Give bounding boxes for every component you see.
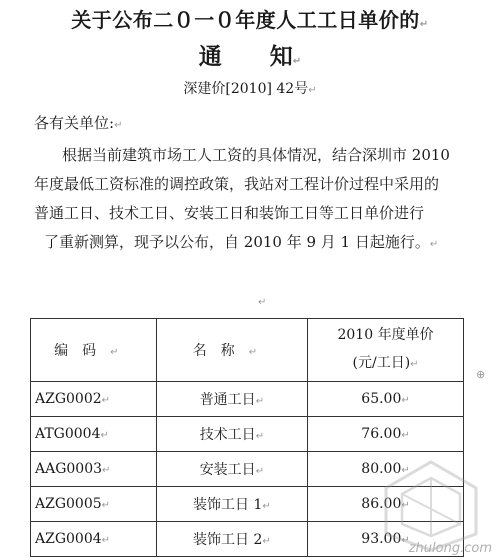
paragraph-mark: ↵ — [401, 465, 410, 476]
paragraph-mark: ↵ — [262, 501, 271, 512]
paragraph-mark: ↵ — [102, 465, 111, 476]
paragraph-line-text: 了重新测算，现予以公布，自 2010 年 9 月 1 日起施行。 — [44, 233, 430, 251]
table-row — [31, 417, 464, 452]
anchor-icon: ⊕ — [476, 368, 486, 381]
cell-code — [31, 452, 157, 487]
paragraph-mark: ↵ — [110, 347, 133, 358]
header-price-line2 — [312, 349, 459, 379]
cell-name-text: 普通工日 — [199, 392, 256, 408]
paragraph-mark: ↵ — [308, 85, 317, 96]
notice-body-paragraph — [34, 141, 486, 259]
paragraph-line — [34, 170, 486, 199]
cell-name-text: 装饰工日 1 — [193, 497, 263, 513]
paragraph-mark: ↵ — [255, 466, 265, 477]
paragraph-line — [34, 141, 486, 170]
table-header-row — [31, 319, 464, 382]
header-name — [156, 319, 307, 382]
notice-title-line1 — [0, 4, 500, 33]
paragraph-mark: ↵ — [255, 396, 265, 407]
cell-price-text: 80.00 — [361, 461, 402, 477]
paragraph-mark: ↵ — [114, 120, 123, 131]
cell-code — [31, 522, 157, 557]
paragraph-mark: ↵ — [101, 535, 111, 546]
paragraph-mark: ↵ — [401, 500, 410, 511]
paragraph-mark: ↵ — [401, 430, 410, 441]
paragraph-line-text: 根据当前建筑市场工人工资的具体情况，结合深圳市 2010 — [62, 146, 450, 164]
paragraph-mark: ↵ — [101, 500, 111, 511]
cell-price-text: 76.00 — [361, 426, 402, 442]
paragraph-mark: ↵ — [255, 431, 265, 442]
header-price-line1: 2010 年度单价 — [337, 327, 434, 343]
cell-price-text: 65.00 — [361, 391, 402, 407]
paragraph-mark: ↵ — [248, 347, 272, 358]
cell-code-text: ATG0004 — [35, 426, 101, 442]
cell-code-text: AZG0005 — [35, 496, 102, 512]
cell-price-text: 93.00 — [361, 531, 402, 547]
paragraph-mark: ↵ — [401, 395, 410, 406]
paragraph-line-text: 普通工日、技术工日、安装工日和装饰工日等工日单价进行 — [34, 204, 425, 222]
cell-code — [31, 382, 157, 417]
cell-code-text: AZG0002 — [35, 391, 102, 407]
paragraph-mark: ↵ — [262, 536, 271, 547]
header-name-text: 名称 — [192, 343, 249, 359]
notice-title-line2 — [0, 38, 500, 71]
header-code-text: 编码 — [54, 343, 111, 359]
cell-code-text: AZG0004 — [35, 531, 102, 547]
cell-name-text: 装饰工日 2 — [193, 532, 263, 548]
paragraph-mark: ↵ — [292, 56, 302, 67]
cell-name — [156, 522, 307, 557]
paragraph-mark: ↵ — [101, 395, 111, 406]
paragraph-mark: ↵ — [258, 297, 267, 308]
cell-name — [156, 417, 307, 452]
paragraph-mark: ↵ — [429, 239, 439, 250]
paragraph-line-text: 年度最低工资标准的调控政策，我站对工程计价过程中采用的 — [34, 175, 440, 193]
addressee — [34, 112, 122, 133]
empty-paragraph — [258, 290, 266, 309]
cell-price-text: 86.00 — [361, 496, 402, 512]
paragraph-mark: ↵ — [410, 359, 419, 370]
zhulong-logo-icon — [376, 454, 486, 554]
paragraph-line — [34, 199, 486, 228]
cell-code-text: AAG0003 — [35, 461, 103, 477]
cell-name-text: 技术工日 — [199, 427, 256, 443]
cell-price — [308, 382, 464, 417]
cell-price — [308, 417, 464, 452]
title-char-2: 知 — [269, 44, 293, 70]
watermark-text: zhulong.com — [408, 541, 492, 556]
table-row — [31, 382, 464, 417]
cell-code — [31, 487, 157, 522]
cell-name — [156, 452, 307, 487]
title-char-1: 通 — [198, 44, 222, 70]
paragraph-mark: ↵ — [100, 430, 109, 441]
title-text: 关于公布二０一０年度人工工日单价的 — [71, 8, 420, 32]
document-number — [0, 78, 500, 98]
paragraph-line — [34, 228, 486, 259]
header-price-unit: (元/工日) — [352, 355, 411, 371]
cell-name — [156, 382, 307, 417]
cell-code — [31, 417, 157, 452]
header-code — [31, 319, 157, 382]
document-number-text: 深建价[2010] 42号 — [183, 81, 309, 97]
cell-name-text: 安装工日 — [199, 462, 256, 478]
cell-name — [156, 487, 307, 522]
addressee-text: 各有关单位: — [34, 114, 115, 132]
header-price — [308, 319, 464, 382]
paragraph-mark: ↵ — [401, 535, 410, 546]
paragraph-mark: ↵ — [419, 19, 429, 30]
